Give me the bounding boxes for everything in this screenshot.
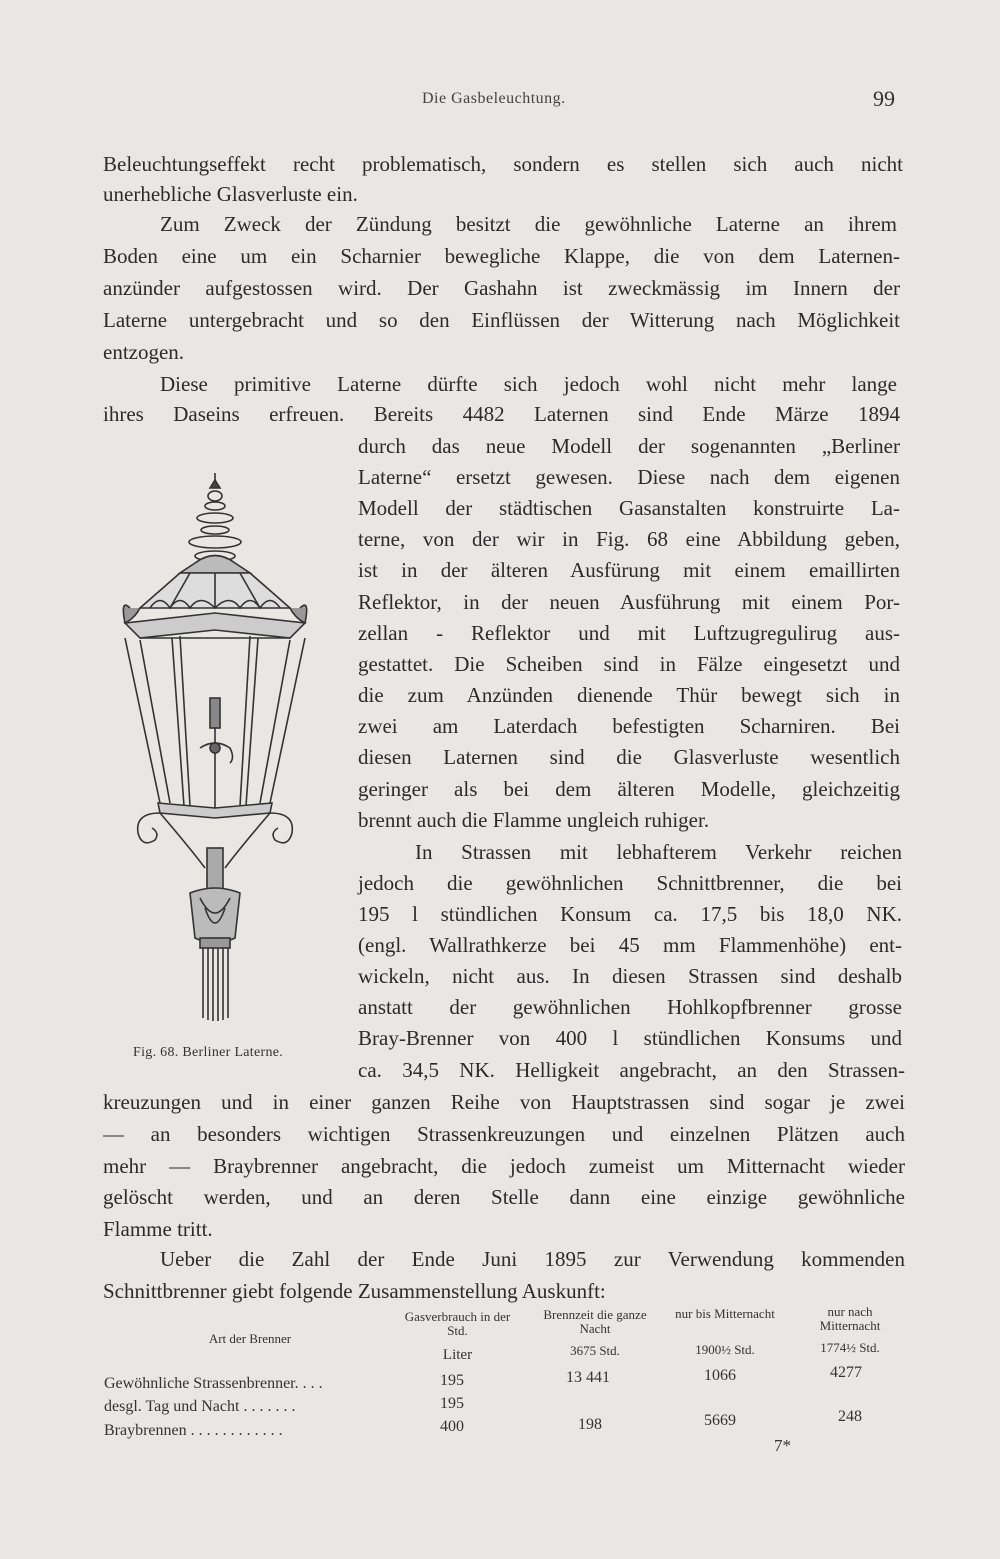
text-line: die zum Anzünden dienende Thür bewegt sich in — [358, 683, 900, 707]
column-header-gas: Gasverbrauch in der Std. — [404, 1309, 511, 1338]
text-line: unerhebliche Glasverluste ein. — [103, 182, 358, 206]
column-header-bis-mitternacht-sub: 1900½ Std. — [695, 1342, 755, 1357]
text-line: anzünder aufgestossen wird. Der Gashahn ist zweckmässig im Innern der — [103, 276, 900, 300]
table-cell-ganze: 13 441 — [566, 1369, 610, 1386]
text-line: brennt auch die Flamme ungleich ruhiger. — [358, 808, 710, 832]
text-line: Modell der städtischen Gasanstalten konstruirte La- — [358, 496, 900, 520]
signature-mark: 7* — [774, 1436, 791, 1455]
text-line: diesen Laternen sind die Glasverluste wesentlich — [358, 745, 900, 769]
text-line: Reflektor, in der neuen Ausführung mit einem Por- — [358, 590, 900, 614]
table-cell-nach: 248 — [838, 1408, 862, 1425]
column-header-bis-mitternacht: nur bis Mitternacht — [675, 1306, 775, 1321]
column-header-nach-mitternacht-sub: 1774½ Std. — [820, 1340, 880, 1355]
text-line: terne, von der wir in Fig. 68 eine Abbildung geben, — [358, 527, 900, 551]
text-line: ihres Daseins erfreuen. Bereits 4482 Laternen sind Ende Märze 1894 — [103, 402, 900, 426]
text-line: zellan - Reflektor und mit Luftzugregulirug aus- — [358, 621, 900, 645]
text-line: — an besonders wichtigen Strassenkreuzungen und einzelnen Plätzen auch — [103, 1122, 905, 1146]
table-cell-bis: 5669 — [704, 1412, 736, 1429]
text-line: Ueber die Zahl der Ende Juni 1895 zur Verwendung kommenden — [160, 1247, 905, 1271]
page-number: 99 — [873, 86, 895, 111]
running-header — [0, 88, 1000, 118]
text-line: Diese primitive Laterne dürfte sich jedoch wohl nicht mehr lange — [160, 372, 897, 396]
text-line: kreuzungen und in einer ganzen Reihe von Hauptstrassen sind sogar je zwei — [103, 1090, 905, 1114]
running-title: Die Gasbeleuchtung. — [422, 90, 566, 107]
text-line: geringer als bei dem älteren Modelle, gleichzeitig — [358, 777, 900, 801]
text-line: Boden eine um ein Scharnier bewegliche Klappe, die von dem Laternen- — [103, 244, 900, 268]
column-header-gas-unit: Liter — [442, 1347, 473, 1363]
burner-table — [100, 1302, 920, 1452]
text-line: Beleuchtungseffekt recht problematisch, sondern es stellen sich auch nicht — [103, 152, 903, 176]
text-line: 195 l stündlichen Konsum ca. 17,5 bis 18,0 NK. — [358, 902, 902, 926]
figure-caption: Fig. 68. Berliner Laterne. — [133, 1045, 284, 1060]
text-line: Bray-Brenner von 400 l stündlichen Konsums und — [358, 1026, 902, 1050]
table-cell-name: Braybrennen . . . . . . . . . . . . — [104, 1422, 283, 1439]
berliner-laterne-illustration — [100, 468, 350, 1028]
text-line: gestattet. Die Scheiben sind in Fälze eingesetzt und — [358, 652, 900, 676]
text-line: Laterne“ ersetzt gewesen. Diese nach dem eigenen — [358, 465, 900, 489]
text-line: Laterne untergebracht und so den Einflüssen der Witterung nach Möglichkeit — [103, 308, 900, 332]
text-line: Flamme tritt. — [103, 1217, 213, 1241]
text-line: entzogen. — [103, 340, 185, 364]
text-line: (engl. Wallrathkerze bei 45 mm Flammenhöhe) ent- — [358, 933, 902, 957]
text-line: ca. 34,5 NK. Helligkeit angebracht, an den Strassen- — [358, 1058, 905, 1082]
text-line: gelöscht werden, und an deren Stelle dann eine einzige gewöhnliche — [103, 1185, 905, 1209]
table-cell-gas: 400 — [440, 1418, 464, 1435]
table-cell-bis: 1066 — [704, 1367, 736, 1384]
text-line: anstatt der gewöhnlichen Hohlkopfbrenner grosse — [358, 995, 902, 1019]
text-line: jedoch die gewöhnlichen Schnittbrenner, die bei — [358, 871, 902, 895]
column-header-ganze-nacht-sub: 3675 Std. — [570, 1343, 620, 1358]
text-line: durch das neue Modell der sogenannten „Berliner — [358, 434, 900, 458]
table-cell-ganze: 198 — [578, 1416, 602, 1433]
table-cell-nach: 4277 — [830, 1364, 862, 1381]
column-header-nach-mitternacht: nur nach Mitternacht — [819, 1304, 881, 1333]
table-cell-name: desgl. Tag und Nacht . . . . . . . — [104, 1398, 296, 1415]
text-line: mehr — Braybrenner angebracht, die jedoch zumeist um Mitternacht wieder — [103, 1154, 905, 1178]
column-header-art: Art der Brenner — [208, 1331, 292, 1346]
table-cell-gas: 195 — [440, 1372, 464, 1389]
text-line: Schnittbrenner giebt folgende Zusammenstellung Auskunft: — [103, 1279, 606, 1303]
text-line: zwei am Laterdach befestigten Scharniren. Bei — [358, 714, 900, 738]
text-line: In Strassen mit lebhafterem Verkehr reichen — [415, 840, 902, 864]
column-header-ganze-nacht: Brennzeit die ganze Nacht — [543, 1307, 647, 1336]
text-line: wickeln, nicht aus. In diesen Strassen sind deshalb — [358, 964, 902, 988]
table-cell-gas: 195 — [440, 1395, 464, 1412]
text-line: Zum Zweck der Zündung besitzt die gewöhnliche Laterne an ihrem — [160, 212, 897, 236]
text-line: ist in der älteren Ausfürung mit einem emaillirten — [358, 558, 900, 582]
table-cell-name: Gewöhnliche Strassenbrenner. . . . — [104, 1375, 323, 1392]
